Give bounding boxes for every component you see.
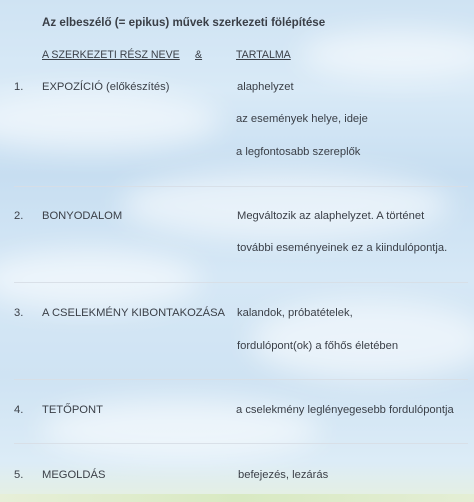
section-number: 4. <box>14 404 24 416</box>
section-divider <box>14 282 468 283</box>
section-divider <box>14 379 468 380</box>
section-content-line: az események helye, ideje <box>236 113 368 125</box>
cloud-decoration <box>300 30 474 80</box>
section-content-line: a legfontosabb szereplők <box>236 146 361 158</box>
section-name: MEGOLDÁS <box>42 469 106 481</box>
section-content-line: fordulópont(ok) a főhős életében <box>237 340 399 352</box>
section-content-line: a cselekmény leglényegesebb fordulópontja <box>236 404 454 416</box>
column-header-content: TARTALMA <box>236 49 291 61</box>
column-header-ampersand: & <box>195 49 203 61</box>
cloud-decoration <box>120 170 450 240</box>
section-divider <box>14 443 468 444</box>
section-number: 1. <box>14 81 24 93</box>
section-number: 2. <box>14 210 24 222</box>
section-number: 3. <box>14 307 24 319</box>
section-divider <box>14 186 468 187</box>
section-number: 5. <box>14 469 24 481</box>
ground-strip <box>0 494 474 502</box>
section-name: BONYODALOM <box>42 210 123 222</box>
section-content-line: Megváltozik az alaphelyzet. A történet <box>237 210 425 222</box>
section-content-line: kalandok, próbatételek, <box>237 307 353 319</box>
section-name: TETŐPONT <box>42 404 103 416</box>
section-content-line: alaphelyzet <box>237 81 294 93</box>
cloud-decoration <box>0 250 200 310</box>
cloud-decoration <box>0 90 220 150</box>
section-content-line: további eseményeinek ez a kiindulópontja. <box>237 242 448 254</box>
section-name: EXPOZÍCIÓ (előkészítés) <box>42 81 170 93</box>
section-name: A CSELEKMÉNY KIBONTAKOZÁSA <box>42 307 225 319</box>
section-content-line: befejezés, lezárás <box>238 469 329 481</box>
document-title: Az elbeszélő (= epikus) művek szerkezeti fölépítése <box>42 16 326 29</box>
column-header-name: A SZERKEZETI RÉSZ NEVE <box>42 49 180 61</box>
